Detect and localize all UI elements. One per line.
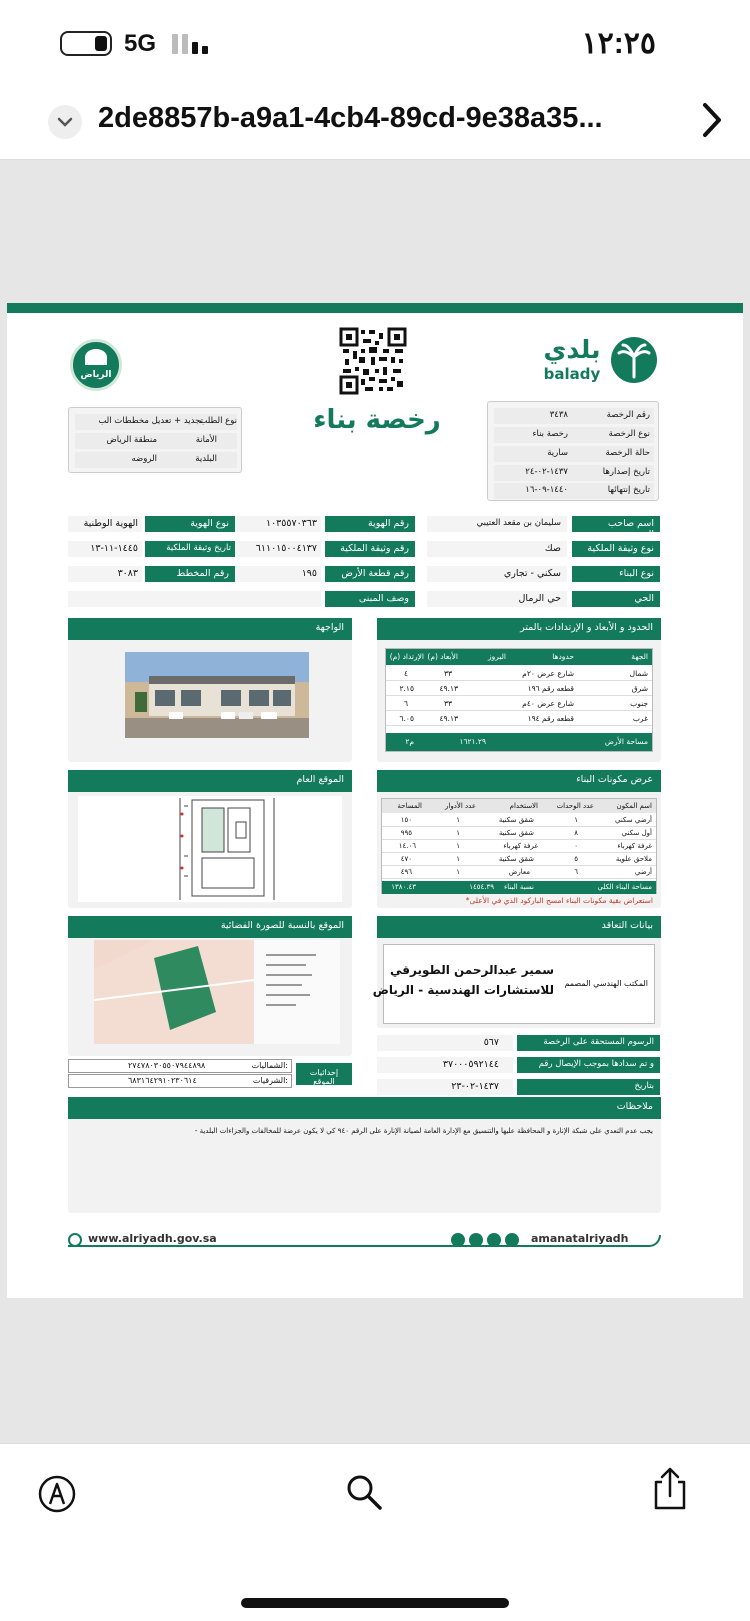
component-row: ملاحق علوية ٥ شقق سكنية ١ ٤٧٠ xyxy=(382,854,656,866)
issue-date-value: ١٤٣٧-٠٢-٢٤ xyxy=(525,467,568,477)
home-indicator[interactable] xyxy=(241,1598,509,1608)
contract-panel xyxy=(372,916,661,1028)
design-office-label: المكتب الهندسي المصمم xyxy=(564,979,648,988)
plot-number-label: رقم قطعة الأرض xyxy=(325,566,415,582)
receipt-value: ٣٧٠٠٠٥٩٢١٤٤ xyxy=(377,1057,513,1073)
payment-date-value: ١٤٣٧-٠٢-٢٣ xyxy=(377,1079,513,1095)
globe-icon xyxy=(68,1233,82,1247)
district-label: الحي xyxy=(572,591,660,607)
markup-icon[interactable] xyxy=(37,1474,77,1514)
general-site-title: الموقع العام xyxy=(68,770,352,792)
license-type-value: رخصة بناء xyxy=(532,429,568,439)
boundary-row: شمال شارع عرض ٢٠م ٣٣ ٤ xyxy=(386,667,652,681)
request-info-box xyxy=(68,407,242,473)
license-title: رخصة بناء xyxy=(313,405,441,435)
clock: ١٢:٢٥ xyxy=(581,27,656,60)
components-total-row: مساحة البناء الكلي نسبة البناء ١٤٥٤.٣٩ ١٣٨٠.٤٣ xyxy=(382,881,656,894)
document-viewer[interactable] xyxy=(0,160,750,1443)
north-coordinate-label: الشماليات: xyxy=(251,1061,288,1070)
social-icons xyxy=(451,1233,519,1247)
design-office-city: للاستشارات الهندسية - الرياض xyxy=(372,983,554,997)
issue-date-label: تاريخ إصدارها xyxy=(602,467,650,477)
receipt-label: و تم سدادها بموجب الإيصال رقم xyxy=(517,1057,660,1073)
facade-panel xyxy=(68,618,352,762)
land-area-row: مساحة الأرض ١٦٢١.٢٩ م٢ xyxy=(386,733,652,751)
qr-code xyxy=(339,327,407,395)
id-number-label: رقم الهوية xyxy=(325,516,415,532)
general-site-panel xyxy=(68,770,352,908)
battery-icon xyxy=(60,31,112,56)
component-row: غرفة كهرباء ٠ غرفة كهرباء ١ ١٤.٠٦ xyxy=(382,841,656,853)
expiry-date-value: ١٤٤٠-٠٩-١٦ xyxy=(525,485,568,495)
youtube-icon[interactable] xyxy=(451,1233,465,1247)
payment-date-label: بتاريخ xyxy=(517,1079,660,1095)
document-title: 2de8857b-a9a1-4cb4-89cd-9e38a35... xyxy=(98,102,603,134)
website-link[interactable]: www.alriyadh.gov.sa xyxy=(88,1232,217,1245)
owner-name-value: سليمان بن مقعد العتيبي xyxy=(427,516,567,532)
building-type-value: سكني - تجاري xyxy=(427,566,567,582)
expiry-date-label: تاريخ إنتهائها xyxy=(607,485,650,495)
deed-type-label: نوع وثيقة الملكية xyxy=(572,541,660,557)
snapchat-icon[interactable] xyxy=(487,1233,501,1247)
components-panel xyxy=(377,770,661,908)
component-row: أول سكني ٨ شقق سكنية ١ ٩٩٥ xyxy=(382,828,656,840)
id-type-label: نوع الهوية xyxy=(145,516,235,532)
chevron-down-icon[interactable] xyxy=(48,105,82,139)
notes-text: - يجب عدم التعدي على شبكة الإنارة و المحافظة عليها والتنسيق مع الإدارة العامة لصيانة الإنارة على الرقم ٩٤٠ كي لا يكون عرضة للمخالفات والجزاءات البلدية xyxy=(194,1127,653,1135)
plot-number-value: ١٩٥ xyxy=(235,566,321,582)
boundaries-panel xyxy=(377,618,661,762)
east-coordinate-label: الشرقيات: xyxy=(252,1076,288,1085)
license-number-label: رقم الرخصة xyxy=(606,410,650,420)
sub-municipality-value: الروضه xyxy=(131,454,157,464)
share-icon[interactable] xyxy=(652,1466,688,1512)
municipality-value: منطقة الرياض xyxy=(106,435,157,445)
id-number-value: ١٠٣٥٥٧٠٣٦٣ xyxy=(235,516,321,532)
balady-logo: بلدي balady xyxy=(539,335,657,393)
network-label: 5G xyxy=(124,30,157,57)
boundary-row: جنوب شارع عرض ٤٠م ٣٣ ٦ xyxy=(386,697,652,711)
building-description-label: وصف المبنى xyxy=(325,591,415,607)
deed-number-value: ٦١١٠١٥٠٠٤١٣٧ xyxy=(235,541,321,557)
east-coordinate-value: ٦٨٣١٦٤٢٩١٠٢٣٠٦١٤ xyxy=(128,1076,197,1085)
boundaries-title: الحدود و الأبعاد و الإرتدادات بالمتر xyxy=(377,618,661,640)
license-status-label: حالة الرخصة xyxy=(605,448,650,458)
request-type-value: تجديد + تعديل مخططات الب xyxy=(98,416,203,426)
license-type-label: نوع الرخصة xyxy=(608,429,650,439)
chevron-right-icon[interactable] xyxy=(700,100,724,144)
boundaries-table: الجهة حدودها البروز الأبعاد (م) الإرتداد (م) شمال شارع عرض ٢٠م ٣٣ ٤ شرق قطعه رقم ١٩٦ ٤٩.١٣ ٢.١٥ جنوب شارع عرض ٤٠م ٣٣ ٦ غرب قطعه رقم ١٩٤ ٤٩.١٣ ٦.٠٥ مساحة الأرض ١٦٢١.٢٩ م٢ xyxy=(385,648,653,752)
components-title: عرض مكونات البناء xyxy=(377,770,661,792)
linkedin-icon[interactable] xyxy=(469,1233,483,1247)
components-table: اسم المكون عدد الوحدات الاستخدام عدد الأدوار المساحة أرضي سكني ١ شقق سكنية ١ ١٥٠ أول سكني ٨ شقق سكنية ١ ٩٩٥ غرفة كهرباء ٠ غرفة كهرباء ١ ١٤.٠٦ ملاحق علوية ٥ شقق سكنية ١ ٤٧٠ أرضي ٦ معارض ١ ٤٩٦ مساحة البناء الكلي نسبة البناء ١٤٥٤.٣٩ ١٣٨٠.٤٣ xyxy=(381,798,657,894)
notes-title: ملاحظات xyxy=(68,1097,661,1119)
north-coordinate-value: ٢٧٤٧٨٠٣٠٥٥٠٧٩٤٤٨٩٨ xyxy=(128,1061,206,1070)
fees-value: ٥٦٧ xyxy=(377,1035,513,1051)
plan-number-value: ٣٠٨٣ xyxy=(68,566,142,582)
license-status-value: سارية xyxy=(547,448,568,458)
building-type-label: نوع البناء xyxy=(572,566,660,582)
design-office-box xyxy=(372,944,655,1024)
id-type-value: الهوية الوطنية xyxy=(68,516,142,532)
social-handle[interactable]: amanatalriyadh xyxy=(531,1232,629,1245)
district-value: حي الرمال xyxy=(427,591,567,607)
signal-icon xyxy=(172,34,208,54)
fees-label: الرسوم المستحقة على الرخصة xyxy=(517,1035,660,1051)
contract-title: بيانات التعاقد xyxy=(377,916,661,938)
facade-photo xyxy=(125,652,309,738)
building-description-value xyxy=(68,591,321,607)
satellite-title: الموقع بالنسبة للصورة الفضائية xyxy=(68,916,352,938)
municipality-label: الأمانة xyxy=(195,435,217,445)
twitter-icon[interactable] xyxy=(505,1233,519,1247)
boundary-row: غرب قطعه رقم ١٩٤ ٤٩.١٣ ٦.٠٥ xyxy=(386,712,652,726)
satellite-map xyxy=(94,940,340,1044)
site-plan-drawing xyxy=(78,796,342,902)
coordinates-label: إحداثيات الموقع xyxy=(296,1063,352,1085)
deed-date-label: تاريخ وثيقة الملكية xyxy=(145,541,235,557)
license-number-value: ٣٤٣٨ xyxy=(549,410,568,420)
riyadh-seal-logo: الرياض xyxy=(70,339,122,391)
facade-title: الواجهة xyxy=(68,618,352,640)
boundary-row: شرق قطعه رقم ١٩٦ ٤٩.١٣ ٢.١٥ xyxy=(386,682,652,696)
status-bar xyxy=(0,0,750,90)
deed-number-label: رقم وثيقة الملكية xyxy=(325,541,415,557)
document-title-bar xyxy=(0,90,750,160)
deed-date-value: ١٤٤٥-١١-١٣ xyxy=(68,541,142,557)
sub-municipality-label: البلدية xyxy=(195,454,217,464)
design-office-name: سمير عبدالرحمن الطويرقي xyxy=(390,963,554,977)
request-type-label: نوع الطلب xyxy=(199,416,237,426)
component-row: أرضي ٦ معارض ١ ٤٩٦ xyxy=(382,867,656,879)
bottom-toolbar xyxy=(0,1443,750,1621)
license-info-box xyxy=(487,401,659,501)
owner-name-label: اسم صاحب الرخصة xyxy=(572,516,660,532)
notes-panel xyxy=(68,1097,661,1213)
components-note: *استعراض بقية مكونات البناء امسح الباركود الذي في الأعلى xyxy=(465,896,653,905)
coordinates-box xyxy=(68,1059,352,1089)
building-license-document xyxy=(7,303,743,1298)
search-icon[interactable] xyxy=(344,1472,384,1512)
component-row: أرضي سكني ١ شقق سكنية ١ ١٥٠ xyxy=(382,815,656,827)
deed-type-value: صك xyxy=(427,541,567,557)
satellite-panel xyxy=(68,916,352,1056)
plan-number-label: رقم المخطط xyxy=(145,566,235,582)
